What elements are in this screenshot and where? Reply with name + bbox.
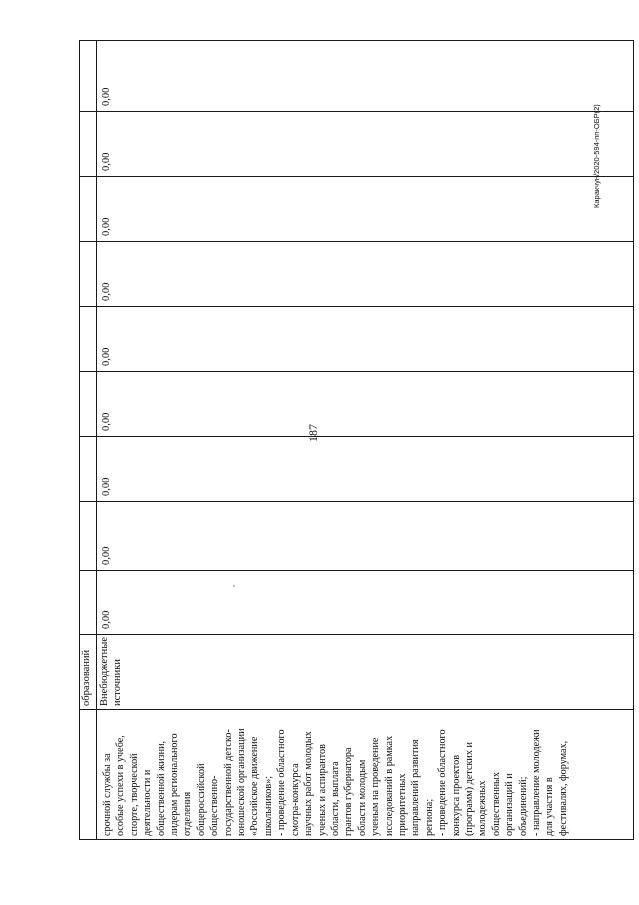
column-divider-9 (79, 111, 634, 112)
source-header-fragment: образований (81, 649, 92, 706)
row-divider-header (96, 40, 97, 840)
value-cell: 0,00 (101, 610, 112, 629)
column-divider-1 (79, 634, 634, 635)
column-divider-5 (79, 371, 634, 372)
value-cell: 0,00 (101, 282, 112, 301)
column-divider-source (79, 709, 634, 710)
column-divider-8 (79, 176, 634, 177)
column-divider-4 (79, 436, 634, 437)
table-border-right (79, 40, 634, 41)
rotated-table-sheet (79, 40, 634, 840)
column-divider-6 (79, 306, 634, 307)
value-cell: 0,00 (101, 152, 112, 171)
value-cell: 0,00 (101, 87, 112, 106)
measure-description: срочной службы за особые успехи в учебе, спорте, творческой деятельности и общественной жизни, лидерам регионального отделения общероссийской общественно- государственной детско- юношеской организации «Российское движение школьников»; - проведение областного смотра-конкурса научных работ молодых ученых и аспирантов области, выплата грантов губернатора области молодым ученым на проведение исследований в рамках приоритетных направлений развития региона; - проведение областного конкурса проектов (программ) детских и молодежных общественных организаций и объединений; - направление молодежи для участия в фестивалях, форумах, (102, 728, 569, 836)
table-border-left (79, 839, 634, 840)
table-border-bottom (633, 40, 634, 840)
column-divider-3 (79, 501, 634, 502)
column-divider-7 (79, 241, 634, 242)
page-number: 187 (306, 424, 320, 442)
table-border-top (79, 40, 80, 840)
value-cell: 0,00 (101, 477, 112, 496)
document-id: Каракчун/2020-594-пп-ОБР(2) (592, 104, 601, 208)
value-cell: 0,00 (101, 412, 112, 431)
scan-speck (233, 585, 235, 587)
value-cell: 0,00 (101, 347, 112, 366)
value-cell: 0,00 (101, 217, 112, 236)
value-cell: 0,00 (101, 546, 112, 565)
source-name: Внебюджетные источники (99, 637, 123, 706)
column-divider-2 (79, 570, 634, 571)
